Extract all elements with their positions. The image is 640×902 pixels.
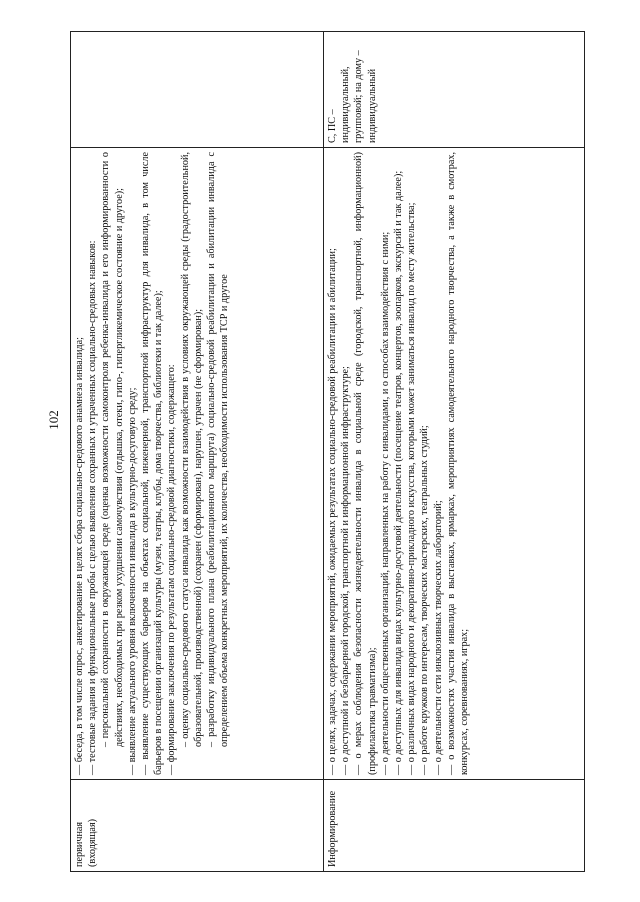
row-content-informing <box>324 148 585 780</box>
list-item: — выявление актуального уровня включенности инвалида в культурно-досуговую среду; <box>126 387 138 775</box>
list-item: — о целях, задачах, содержании мероприятий, ожидаемых результатах социально-средовой реабилитации и абилитации; <box>327 248 338 775</box>
list-item: — тестовые задания и функциональные пробы с целью выявления сохранных и утраченных социально-средовых навыков: <box>87 240 99 775</box>
form-text: С, ПС – индивидуальный, групповой; на дому – индивидуальный <box>327 50 378 143</box>
list-item: – разработку индивидуального плана (реабилитационного маршрута) социально-средовой реабилитации и абилитации инвалида с определением объема конкретных мероприятий, их количества, необходимости использования ТСР и другое <box>206 152 231 747</box>
page-number <box>34 400 74 440</box>
list-item: — о деятельности общественных организаций, направленных на работу с инвалидами, и о способах взаимодействия с ними; <box>379 231 391 775</box>
row-label-text: первичная (входящая) <box>74 818 99 867</box>
table-row <box>324 32 585 872</box>
table-row <box>71 32 324 872</box>
row-label-primary <box>71 780 324 872</box>
list-item: – оценку социально-средового статуса инвалида как возможности взаимодействия в условиях окружающей среды (градостроительной, образовательной, производственной) (сохранен (сформирован), нарушен, утрачен (не сформирован); <box>179 152 204 747</box>
row-label-informing <box>324 780 585 872</box>
page-number-text: 102 <box>46 410 61 430</box>
list-item: — о возможностях участия инвалида в выставках, ярмарках, мероприятиях самодеятельного народного творчества, а также в смотрах, конкурсах, соревнованиях, играх; <box>445 152 471 775</box>
list-item: — о доступных для инвалида видах культурно-досуговой деятельности (посещение театров, концертов, зоопарков, экскурсий и так далее); <box>393 170 405 775</box>
list-item: – персональной сохранности в окружающей среде (оценка возможности самоконтроля ребенка-инвалида и его информированности о действиях, необходимых при резком ухудшении самочувствия (отдышка, отеки, гипо-, гипергликемическое состояние и другое); <box>100 152 125 747</box>
rotated-table-inner <box>70 32 584 872</box>
list-item: — о деятельности сети инклюзивных творческих лабораторий; <box>432 500 444 775</box>
list-item: — беседа, в том числе опрос, анкетирование в целях сбора социально-средового анамнеза инвалида; <box>74 337 85 775</box>
row-form-informing <box>324 32 585 148</box>
list-item: — выявление существующих барьеров на объектах социальной, инженерной, транспортной инфраструктур для инвалида, в том числе барьеров в посещении организаций культуры (музеи, театры, клубы, дома творчества, библиотеки и так далее); <box>140 152 165 775</box>
row-form-primary <box>71 32 324 148</box>
list-item: — о работе кружков по интересам, творческих мастерских, театральных студий; <box>419 425 431 775</box>
list-item: — формирование заключения по результатам социально-средовой диагностики, содержащего: <box>166 364 178 775</box>
list-item: — о доступной и безбарьерной городской, транспортной и информационной инфраструктуре; <box>340 366 352 775</box>
list-item: — о различных видах народного и декоративно-прикладного искусства, которыми может заниматься инвалид по месту жительства; <box>406 202 418 775</box>
rehabilitation-table <box>70 31 585 872</box>
row-content-primary <box>71 148 324 780</box>
row-label-text: Информирование <box>327 790 338 867</box>
list-item: — о мерах соблюдения безопасности жизнедеятельности инвалида в социальной среде (городской, транспортной, информационной) (профилактика травматизма); <box>353 152 378 775</box>
rotated-table-frame <box>70 32 584 872</box>
